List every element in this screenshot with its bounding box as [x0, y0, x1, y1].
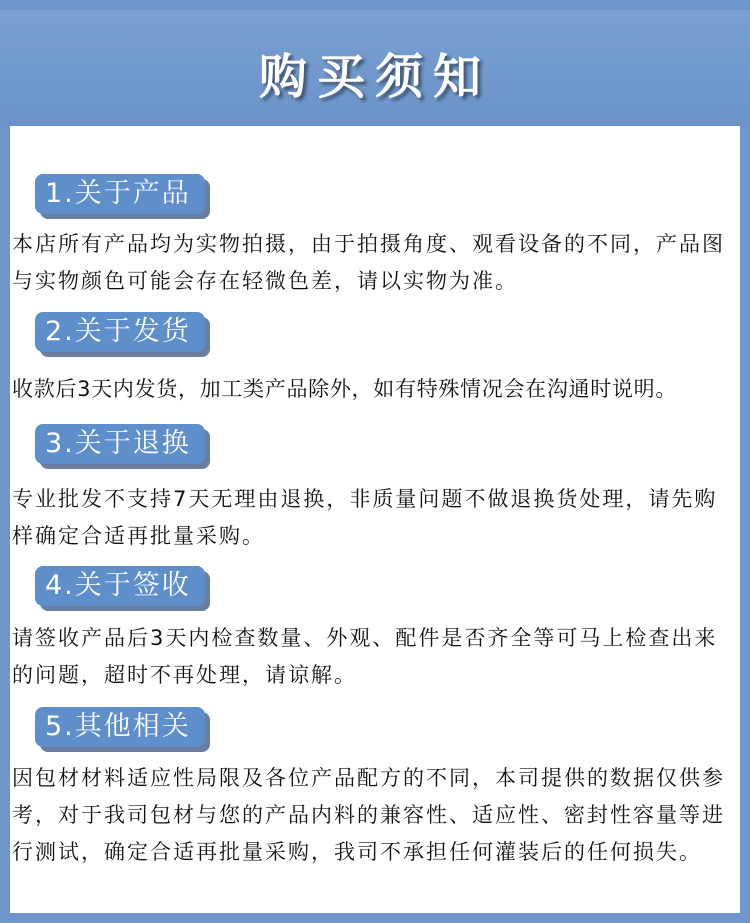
page-title: 购买须知	[258, 49, 491, 105]
section-text-other: 因包材材料适应性局限及各位产品配方的不同，本司提供的数据仅供参考，对于我司包材与您的产品内料的兼容性、适应性、密封性容量等进行测试，确定合适再批量采购，我司不承担任何灌装后的任何损失。	[12, 766, 725, 864]
section-tag-returns: 3.关于退换	[35, 424, 205, 464]
section-tag-shipping: 2.关于发货	[35, 312, 205, 352]
section-tag-other: 5.其他相关	[35, 707, 205, 747]
section-tag-receipt: 4.关于签收	[35, 566, 205, 606]
section-text-receipt: 请签收产品后3天内检查数量、外观、配件是否齐全等可马上检查出来的问题，超时不再处理，请谅解。	[12, 626, 718, 687]
section-text-returns: 专业批发不支持7天无理由退换，非质量问题不做退换货处理，请先购样确定合适再批量采购。	[12, 487, 718, 548]
section-text-shipping: 收款后3天内发货，加工类产品除外，如有特殊情况会在沟通时说明。	[12, 377, 678, 401]
section-text-products: 本店所有产品均为实物拍摄，由于拍摄角度、观看设备的不同，产品图与实物颜色可能会存在轻微色差，请以实物为准。	[12, 232, 725, 293]
section-tag-products: 1.关于产品	[35, 174, 205, 214]
